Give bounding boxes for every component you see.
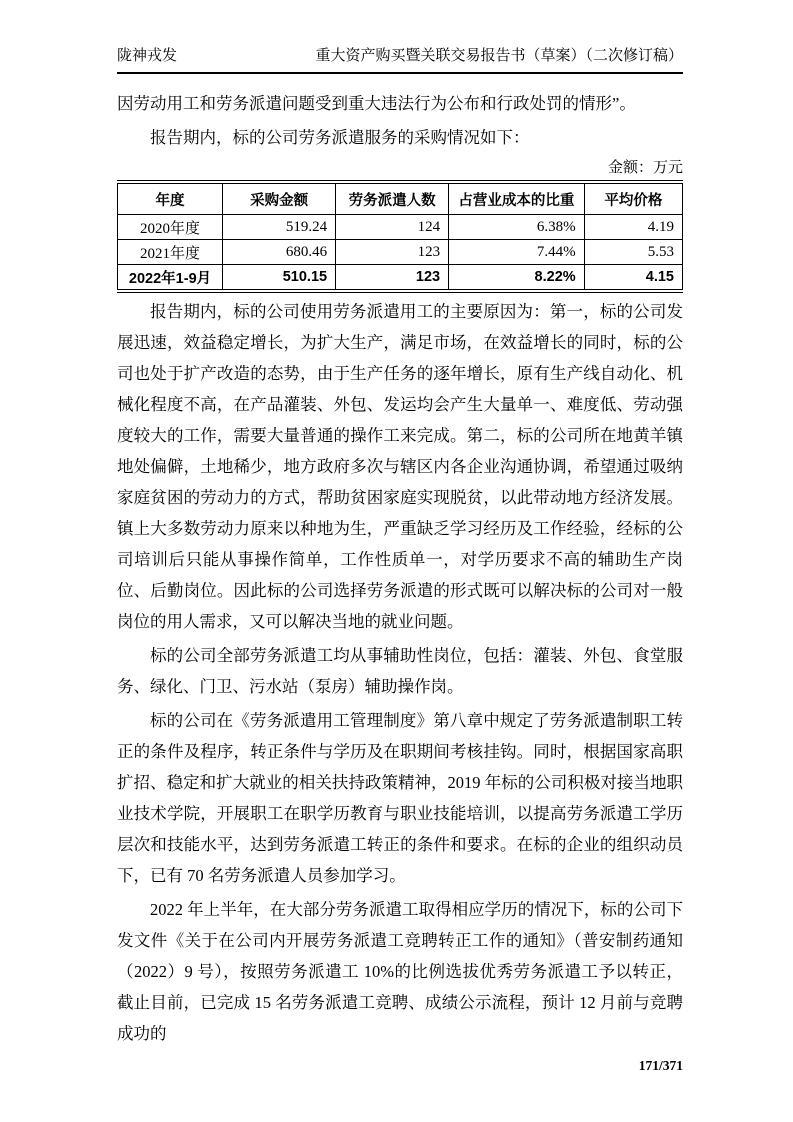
table-header-row xyxy=(118,182,683,215)
labor-dispatch-procurement-table xyxy=(117,180,683,293)
table-cell-cost-ratio: 6.38% xyxy=(449,215,585,240)
header-document-title: 重大资产购买暨关联交易报告书（草案）（二次修订稿） xyxy=(315,48,683,64)
table-cell-headcount: 124 xyxy=(336,215,449,240)
paragraph-regularization-policy: 标的公司在《劳务派遣用工管理制度》第八章中规定了劳务派遣制职工转正的条件及程序，转正条件与学历及在职期间考核挂钩。同时，根据国家高职扩招、稳定和扩大就业的相关扶持政策精神，2019 年标的公司积极对接当地职业技术学院，开展职工在职学历教育与职业技能培训，以提高劳务派遣工学历层次和技能水平，达到劳务派遣工转正的条件和要求。在标的企业的组织动员下，已有 70 名劳务派遣人员参加学习。 xyxy=(117,711,683,885)
table-cell-headcount: 123 xyxy=(336,265,449,292)
table-row-2022-jan-sep xyxy=(118,265,683,292)
table-cell-cost-ratio: 8.22% xyxy=(449,265,585,292)
page-header xyxy=(117,46,683,74)
table-cell-avg-price: 4.19 xyxy=(584,215,682,240)
table-cell-avg-price: 5.53 xyxy=(584,240,682,265)
paragraph-lead-in: 报告期内，标的公司劳务派遣服务的采购情况如下： xyxy=(150,128,530,147)
table-row-2021 xyxy=(118,240,683,265)
table-cell-headcount: 123 xyxy=(336,240,449,265)
header-company-name: 陇神戎发 xyxy=(117,48,178,64)
paragraph-dispatch-reasons: 报告期内，标的公司使用劳务派遣用工的主要原因为：第一，标的公司发展迅速，效益稳定增长，为扩大生产，满足市场，在效益增长的同时，标的公司也处于扩产改造的态势，由于生产任务的逐年增长，原有生产线自动化、机械化程度不高，在产品灌装、外包、发运均会产生大量单一、难度低、劳动强度较大的工作，需要大量普通的操作工来完成。第二，标的公司所在地黄羊镇地处偏僻，土地稀少，地方政府多次与辖区内各企业沟通协调，希望通过吸纳家庭贫困的劳动力的方式，帮助贫困家庭实现脱贫，以此带动地方经济发展。镇上大多数劳动力原来以种地为生，严重缺乏学习经历及工作经验，经标的公司培训后只能从事操作简单，工作性质单一，对学历要求不高的辅助生产岗位、后勤岗位。因此标的公司选择劳务派遣的形式既可以解决标的公司对一般岗位的用人需求，又可以解决当地的就业问题。 xyxy=(117,302,683,631)
table-cell-amount: 519.24 xyxy=(223,215,336,240)
paragraph-continuation: 因劳动用工和劳务派遣问题受到重大违法行为公布和行政处罚的情形”。 xyxy=(117,94,636,113)
table-header-cost-ratio: 占营业成本的比重 xyxy=(449,182,585,215)
page-number: 171/371 xyxy=(638,1058,683,1073)
paragraph-2022-competition: 2022 年上半年，在大部分劳务派遣工取得相应学历的情况下，标的公司下发文件《关于在公司内开展劳务派遣工竞聘转正工作的通知》（普安制药通知（2022）9 号），按照劳务派遣工 10%的比例选拔优秀劳务派遣工予以转正，截止目前，已完成 15 名劳务派遣工竞聘、成绩公示流程，预计 12 月前与竞聘成功的 xyxy=(117,900,683,1043)
table-header-amount: 采购金额 xyxy=(223,182,336,215)
table-cell-amount: 510.15 xyxy=(223,265,336,292)
table-cell-cost-ratio: 7.44% xyxy=(449,240,585,265)
table-unit-note: 金额：万元 xyxy=(607,160,683,176)
table-header-avg-price: 平均价格 xyxy=(584,182,682,215)
table-cell-year: 2021年度 xyxy=(118,240,223,265)
table-row-2020 xyxy=(118,215,683,240)
table-cell-year: 2022年1-9月 xyxy=(118,265,223,292)
table-header-year: 年度 xyxy=(118,182,223,215)
table-header-headcount: 劳务派遣人数 xyxy=(336,182,449,215)
table-cell-year: 2020年度 xyxy=(118,215,223,240)
table-cell-avg-price: 4.15 xyxy=(584,265,682,292)
paragraph-auxiliary-positions: 标的公司全部劳务派遣工均从事辅助性岗位，包括：灌装、外包、食堂服务、绿化、门卫、污水站（泵房）辅助操作岗。 xyxy=(117,646,683,696)
table-cell-amount: 680.46 xyxy=(223,240,336,265)
document-body xyxy=(117,88,683,1075)
